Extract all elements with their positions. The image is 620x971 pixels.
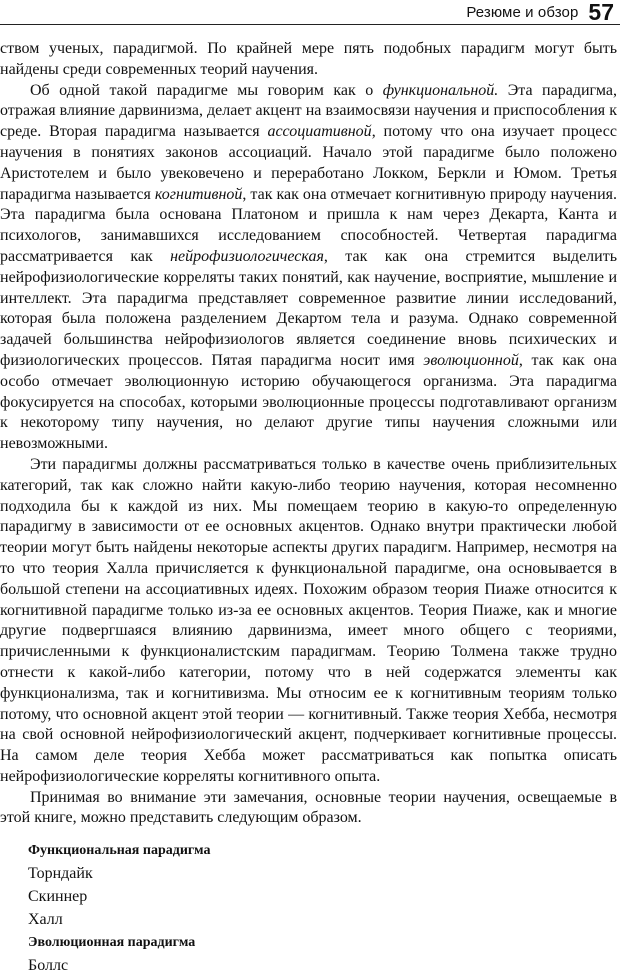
paragraph: [0, 81, 617, 455]
paragraph: [0, 39, 617, 81]
text-run: Об одной такой парадигме мы говорим как о: [30, 81, 383, 99]
text-run: , так как она стремится выделить нейрофизиологические корреляты таких понятий, как научение, восприятие, мышление и интеллект. Эта парадигма представляет современное развитие линии исследований, которая была положена разделением Декартом тела и разума. Однако современной задачей большинства нейрофизиологов является соединение вновь психических и физиологических процессов. Пятая парадигма носит имя: [0, 247, 618, 369]
header-rule: [0, 24, 620, 25]
paradigm-heading: Эволюционная парадигма: [28, 935, 196, 951]
text-run: Эти парадигмы должны рассматриваться только в качестве очень приблизительных категорий, так как сложно найти какую-либо теорию научения, которая несомненно подходила бы к каждой из них. Мы помещаем теорию в какую-то определенную парадигму в зависимости от ее основных акцентов. Однако внутри практически любой теории могут быть найдены некоторые аспекты других парадигм. Например, несмотря на то что теория Халла причисляется к функциональной парадигме, она основывается в большой степени на ассоциативных идеях. Похожим образом теория Пиаже относится к когнитивной парадигме только из-за ее основных акцентов. Теория Пиаже, как и многие другие подвергшаяся влиянию дарвинизма, имеет много общего с теориями, причисленными к функционалистским парадигмам. Теорию Толмена также трудно отнести к какой-либо категории, потому что в ней содержатся элементы как функционализма, так и когнитивизма. Мы относим ее к когнитивным теориям только потому, что основной акцент этой теории — когнитивный. Также теория Хебба, несмотря на свой основной нейрофизиологический акцент, подчеркивает когнитивные процессы. На самом деле теория Хебба может рассматриваться как попытка описать нейрофизиологические корреляты когнитивного опыта.: [0, 455, 617, 785]
text-run: , так как она отмечает когнитивную природу научения. Эта парадигма была основана Платоном и пришла к нам через Декарта, Канта и психологов, занимавшихся исследованием способностей. Четвертая парадигма рассматривается как: [0, 185, 617, 265]
body-text: [0, 39, 617, 971]
text-run: , так как она особо отмечает эволюционную историю обучающегося организма. Эта парадигма фокусируется на способах, которыми эволюционные процессы подготавливают организм к некоторому типу научения, но делают другие типы научения сложными или невозможными.: [0, 351, 617, 453]
theorist-name: Торндайк: [28, 865, 93, 883]
paragraph: [0, 455, 617, 788]
paragraph: [0, 788, 617, 830]
italic-term: функциональной.: [382, 81, 499, 99]
italic-term: эволюционной: [423, 351, 519, 369]
page-number: 57: [588, 0, 614, 25]
text-run: Принимая во внимание эти замечания, основные теории научения, освещаемые в этой книге, можно представить следующим образом.: [0, 788, 617, 827]
italic-term: когнитивной: [154, 185, 243, 203]
text-run: , потому что она изучает процесс научения в понятиях законов ассоциаций. Начало этой парадигме было положено Аристотелем и было увековечено и переработано Локком, Беркли и Юмом. Третья парадигма называется: [0, 123, 618, 203]
text-run: ством ученых, парадигмой. По крайней мере пять подобных парадигм могут быть найдены среди современных теорий научения.: [0, 40, 617, 78]
theorist-name: Боллс: [28, 957, 69, 971]
theorist-name: Скиннер: [28, 888, 88, 906]
text-run: Эта парадигма, отражая влияние дарвинизма, делает акцент на взаимосвязи научения и приспособления к среде. Вторая парадигма называется: [0, 81, 617, 141]
paradigm-heading: Функциональная парадигма: [28, 843, 211, 859]
theorist-name: Халл: [28, 911, 63, 929]
italic-term: ассоциативной: [267, 123, 372, 141]
paragraphs: [0, 39, 617, 829]
running-header-section-title: Резюме и обзор: [466, 3, 579, 21]
italic-term: нейрофизиологическая: [170, 247, 324, 265]
theory-list: [28, 839, 617, 971]
running-header: [0, 0, 620, 24]
